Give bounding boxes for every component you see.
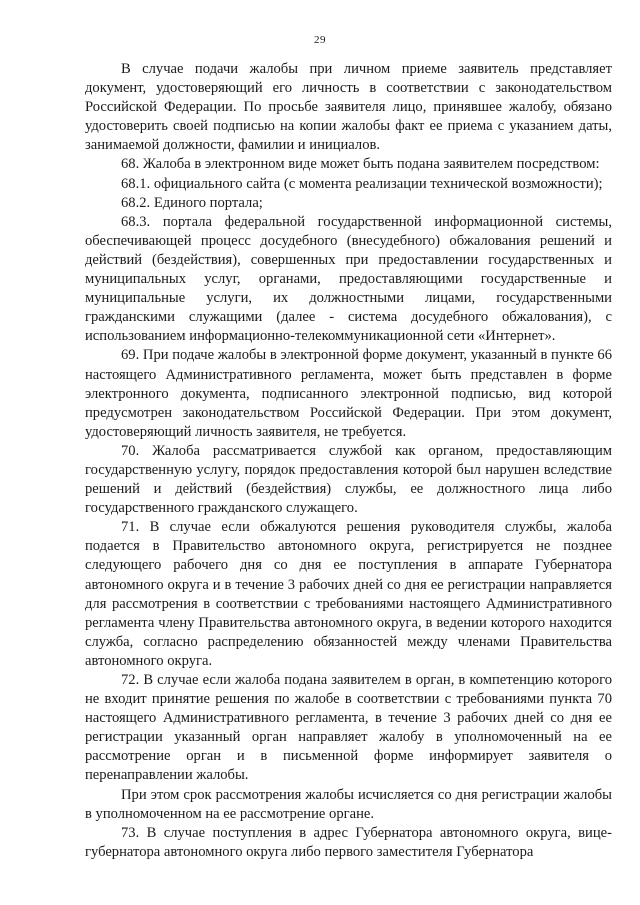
paragraph-68-3: 68.3. портала федеральной государственной информационной системы, обеспечивающей процесс досудебного (внесудебного) обжалования решений и действий (бездействия), совершенных при предоставлении государственных и муниципальных услуг, органами, предоставляющими государственные и муниципальные услуги, их должностными лицами, государственными гражданскими служащими (далее - система досудебного обжалования), с использованием информационно-телекоммуникационной сети «Интернет». <box>85 213 612 345</box>
paragraph-73: 73. В случае поступления в адрес Губернатора автономного округа, вице-губернатора автономного округа либо первого заместителя Губернатора <box>85 824 612 860</box>
paragraph-68: 68. Жалоба в электронном виде может быть подана заявителем посредством: <box>121 156 600 173</box>
paragraph-71: 71. В случае если обжалуются решения руководителя службы, жалоба подается в Правительство автономного округа, регистрируется не позднее следующего рабочего дня со дня ее поступления в аппарате Губернатора автономного округа и в течение 3 рабочих дней со дня ее регистрации направляется для рассмотрения в соответствии с требованиями настоящего Административного регламента члену Правительства автономного округа, в ведении которого находится служба, согласно распределению обязанностей между членами Правительства автономного округа. <box>85 519 612 669</box>
page-number: 29 <box>314 34 326 46</box>
paragraph-72: 72. В случае если жалоба подана заявителем в орган, в компетенцию которого не входит принятие решения по жалобе в соответствии с требованиями пункта 70 настоящего Административного регламента, в течение 3 рабочих дней со дня ее регистрации указанный орган направляет жалобу в уполномоченный на ее рассмотрение орган и в письменной форме информирует заявителя о перенаправлении жалобы. <box>85 672 612 784</box>
paragraph-69: 69. При подаче жалобы в электронной форме документ, указанный в пункте 66 настоящего Административного регламента, может быть представлен в форме электронного документа, подписанного электронной подписью, вид которой предусмотрен законодательством Российской Федерации. При этом документ, удостоверяющий личность заявителя, не требуется. <box>85 347 612 440</box>
paragraph-72-term: При этом срок рассмотрения жалобы исчисляется со дня регистрации жалобы в уполномоченном на ее рассмотрение органе. <box>85 786 612 822</box>
document-body <box>85 60 612 862</box>
paragraph-personal-reception: В случае подачи жалобы при личном приеме заявитель представляет документ, удостоверяющий его личность в соответствии с законодательством Российской Федерации. По просьбе заявителя лицо, принявшее жалобу, обязано удостоверить своей подписью на копии жалобы факт ее приема с указанием даты, занимаемой должности, фамилии и инициалов. <box>85 61 612 154</box>
paragraph-70: 70. Жалоба рассматривается службой как органом, предоставляющим государственную услугу, порядок предоставления которой был нарушен вследствие решений и действий (бездействия) службы, ее должностного лица либо государственного гражданского служащего. <box>85 442 612 517</box>
paragraph-68-2: 68.2. Единого портала; <box>121 194 263 211</box>
paragraph-68-1: 68.1. официального сайта (с момента реализации технической возможности); <box>121 175 603 192</box>
